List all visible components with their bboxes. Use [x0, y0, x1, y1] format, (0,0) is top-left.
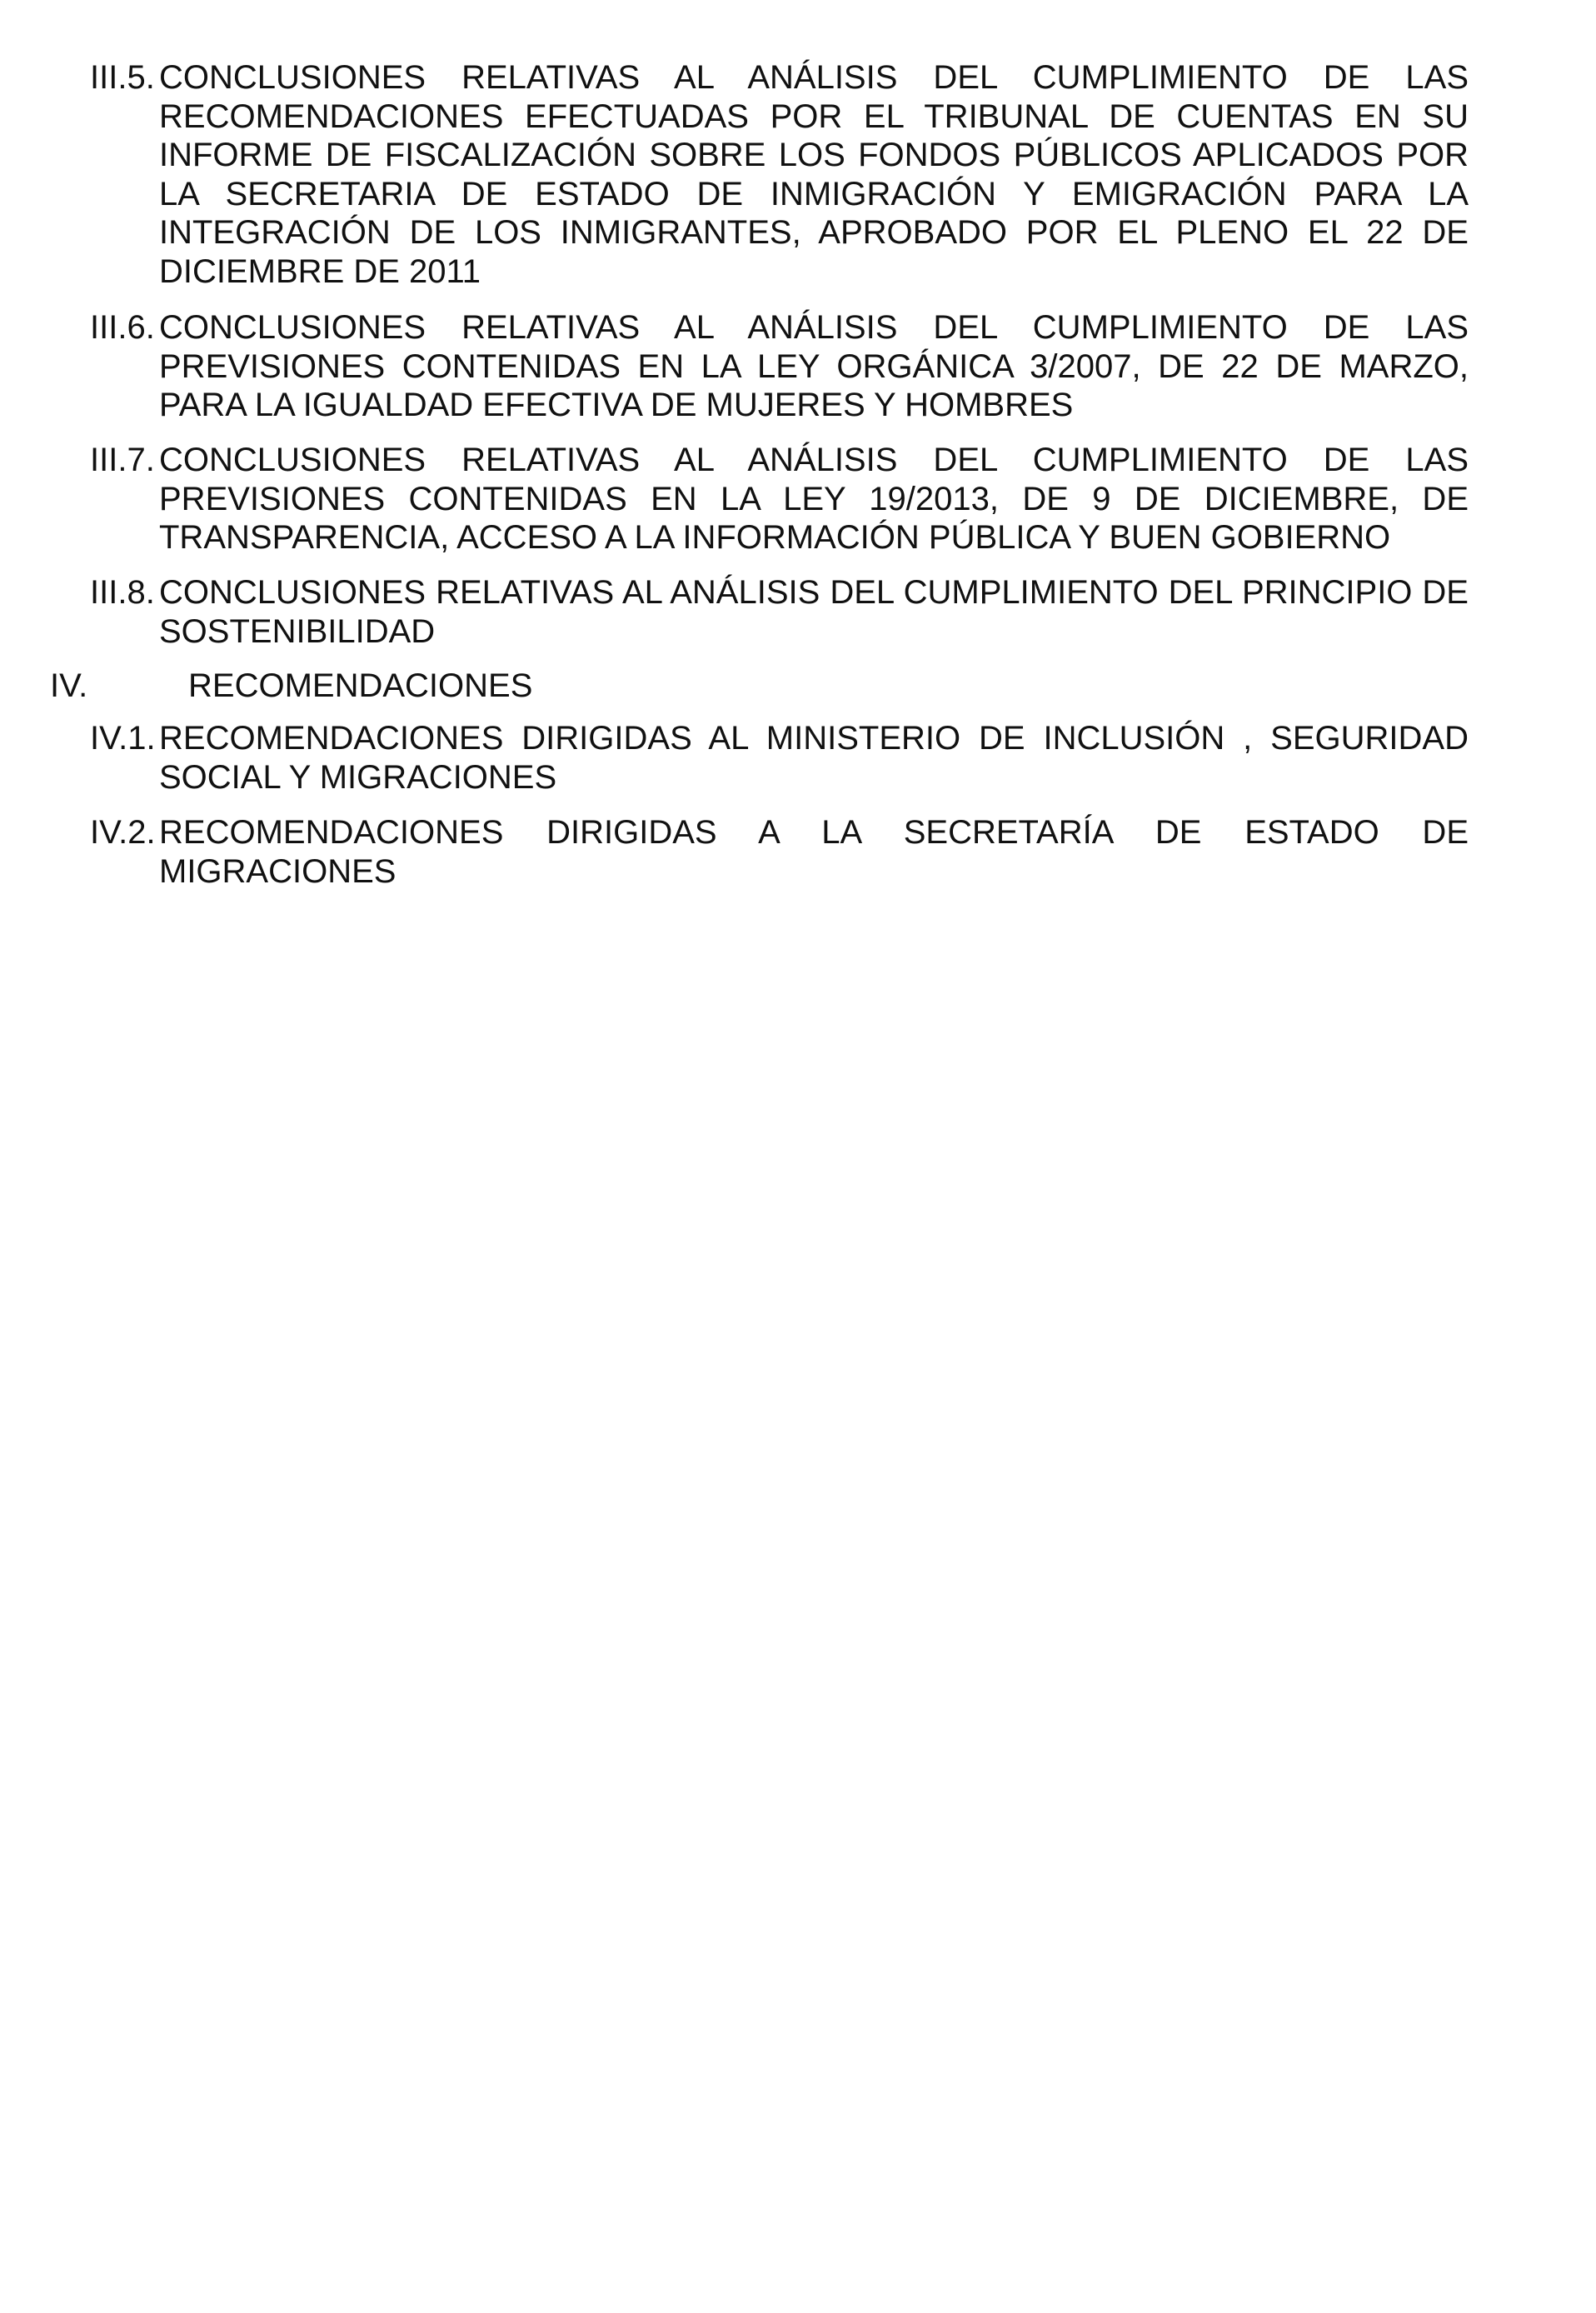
toc-entry-title: CONCLUSIONES RELATIVAS AL ANÁLISIS DEL CUMPLIMIENTO DE LAS PREVISIONES CONTENIDAS EN LA LEY 19/2013, DE 9 DE DICIEMBRE, DE TRANSPARENCIA, ACCESO A LA INFORMACIÓN PÚBLICA Y BUEN GOBIERNO	[159, 442, 1469, 556]
toc-entry-title: RECOMENDACIONES DIRIGIDAS A LA SECRETARÍA DE ESTADO DE MIGRACIONES	[159, 814, 1469, 890]
toc-entry-number: IV.2.	[90, 814, 156, 851]
toc-entry-title: CONCLUSIONES RELATIVAS AL ANÁLISIS DEL CUMPLIMIENTO DE LAS PREVISIONES CONTENIDAS EN LA LEY ORGÁNICA 3/2007, DE 22 DE MARZO, PARA LA IGUALDAD EFECTIVA DE MUJERES Y HOMBRES	[159, 309, 1469, 423]
toc-entry-iv[interactable]	[50, 667, 1466, 706]
toc-entry-number: III.8.	[90, 574, 155, 611]
toc-entry-title: RECOMENDACIONES	[188, 667, 533, 704]
toc-entry-iii-8[interactable]	[90, 573, 1469, 651]
toc-entry-number: IV.1.	[90, 720, 156, 757]
toc-entry-number: III.7.	[90, 442, 155, 478]
toc-entry-iii-7[interactable]	[90, 441, 1469, 557]
toc-entry-title: RECOMENDACIONES DIRIGIDAS AL MINISTERIO DE INCLUSIÓN , SEGURIDAD SOCIAL Y MIGRACIONES	[159, 720, 1469, 796]
toc-entry-iii-6[interactable]	[90, 308, 1469, 425]
toc-entry-iv-2[interactable]	[90, 813, 1469, 891]
toc-entry-title: CONCLUSIONES RELATIVAS AL ANÁLISIS DEL CUMPLIMIENTO DE LAS RECOMENDACIONES EFECTUADAS POR EL TRIBUNAL DE CUENTAS EN SU INFORME DE FISCALIZACIÓN SOBRE LOS FONDOS PÚBLICOS APLICADOS POR LA SECRETARIA DE ESTADO DE INMIGRACIÓN Y EMIGRACIÓN PARA LA INTEGRACIÓN DE LOS INMIGRANTES, APROBADO POR EL PLENO EL 22 DE DICIEMBRE DE 2011	[159, 59, 1469, 290]
toc-entry-iv-1[interactable]	[90, 719, 1469, 797]
toc-entry-number: IV.	[50, 667, 88, 704]
toc-entry-number: III.5.	[90, 59, 155, 96]
toc-entry-number: III.6.	[90, 309, 155, 346]
toc-entry-iii-5[interactable]	[90, 58, 1469, 291]
toc-entry-title: CONCLUSIONES RELATIVAS AL ANÁLISIS DEL CUMPLIMIENTO DEL PRINCIPIO DE SOSTENIBILIDAD	[159, 574, 1469, 650]
